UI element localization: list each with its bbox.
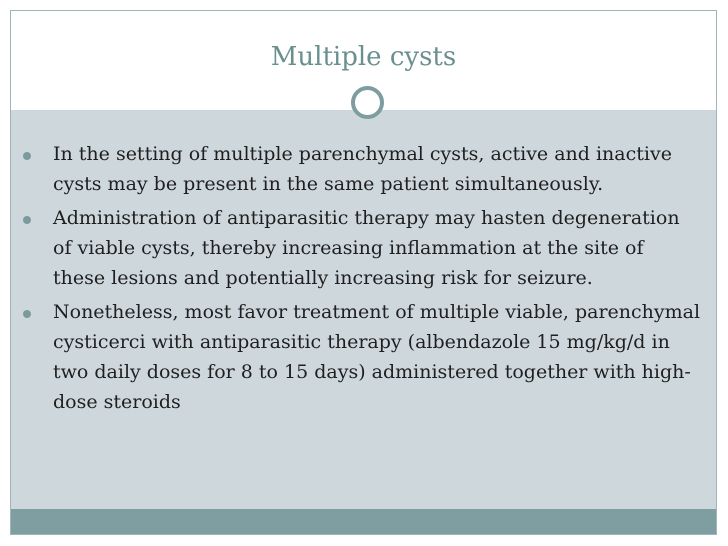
bullet-text: Administration of antiparasitic therapy may hasten degeneration of viable cysts, thereby increasing inflammation at the site of these lesions and potentially increasing risk for seizure. xyxy=(53,207,680,289)
title-divider xyxy=(11,99,716,119)
slide-frame xyxy=(10,10,717,535)
bottom-band xyxy=(11,509,716,534)
round-bullet-icon xyxy=(23,216,31,224)
circle-ring-icon xyxy=(351,86,384,119)
slide-title: Multiple cysts xyxy=(270,42,457,72)
bullet-list xyxy=(21,139,701,421)
bullet-text: Nonetheless, most favor treatment of multiple viable, parenchymal cysticerci with antiparasitic therapy (albendazole 15 mg/kg/d in two daily doses for 8 to 15 days) administered together with high-dose steroids xyxy=(53,301,701,413)
bullet-text: In the setting of multiple parenchymal cysts, active and inactive cysts may be present in the same patient simultaneously. xyxy=(53,143,672,195)
bullet-item xyxy=(21,139,701,199)
round-bullet-icon xyxy=(23,152,31,160)
bullet-item xyxy=(21,297,701,417)
bullet-item xyxy=(21,203,701,293)
round-bullet-icon xyxy=(23,310,31,318)
content-panel xyxy=(11,109,716,509)
